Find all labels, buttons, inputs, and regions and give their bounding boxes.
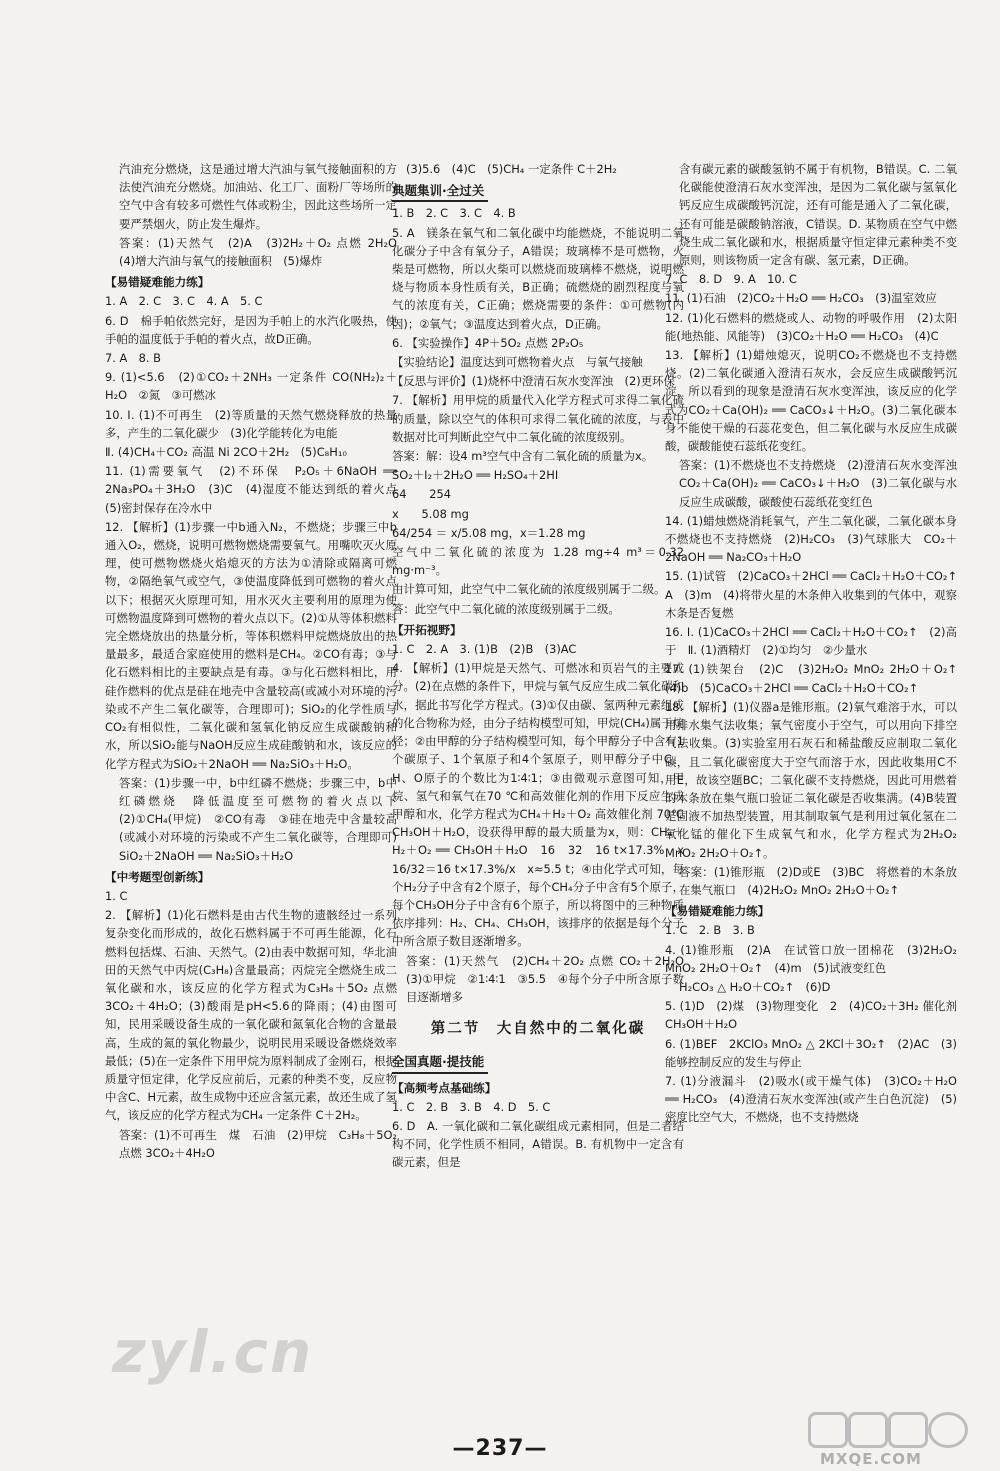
answer-paragraph: 13. 【解析】(1)蜡烛熄灭，说明CO₂不燃烧也不支持燃烧。(2)二氧化碳通入澄清石灰水，会反应生成碳酸钙沉淀，所以看到的现象是澄清石灰水变浑浊，该反应的化学式为CO₂＋Ca(OH)₂ ══ CaCO₃↓＋H₂O。(3)二氧化碳本身不能使干燥的石蕊花变色，但二氧化碳与水反应生成碳酸，碳酸能使石蕊纸花变红。 bbox=[665, 348, 957, 454]
answer-paragraph: 1. A 2. C 3. C 4. A 5. C bbox=[105, 294, 263, 309]
answer-paragraph: 6. D 棉手帕依然完好，是因为手帕上的水汽化吸热，使手帕的温度低于手帕的着火点，故D正确。 bbox=[105, 313, 397, 346]
answer-paragraph: 12. (1)化石燃料的燃烧或人、动物的呼吸作用 (2)太阳能(地热能、风能等) (3)CO₂＋H₂O ══ H₂CO₃ (4)C bbox=[665, 310, 957, 343]
answer-paragraph: 10. Ⅰ. (1)不可再生 (2)等质量的天然气燃烧释放的热量多，产生的二氧化碳少 (3)化学能转化为电能 bbox=[105, 407, 397, 440]
answer-paragraph: 1. B 2. C 3. C 4. B bbox=[392, 206, 516, 221]
answer-paragraph: 空气中二氧化硫的浓度为 1.28 mg÷4 m³＝0.32 mg·m⁻³。 bbox=[392, 545, 684, 578]
answer-paragraph: 4. 【解析】(1)甲烷是天然气、可燃冰和页岩气的主要成分。(2)在点燃的条件下，甲烷与氧气反应生成二氧化碳和水，据此书写化学方程式。(3)①仅由碳、氢两种元素组成的化合物称为烃，由分子结构模型可知，甲烷(CH₄)属于烷烃；②由甲醇的分子结构模型可知，每个甲醇分子中含有1个碳原子、1个氧原子和4个氢原子，则甲醇分子中C、H、O原子的个数比为1∶4∶1；③由微观示意图可知，甲烷、氢气和氧气在70 ℃和高效催化剂的作用下反应生成甲醇和水，化学方程式为CH₄＋H₂＋O₂ 高效催化剂 70℃ CH₃OH＋H₂O，设获得甲醇的最大质量为x，则：CH₄＋H₂＋O₂ ══ CH₃OH＋H₂O 16 32 16 t×17.3% x 16/32＝16 t×17.3%/x x≈5.5 t；④由化学式可知，每个H₂分子中含有2个原子，每个CH₄分子中含有5个原子，每个CH₃OH分子中含有6个原子，所以将图中的三种物质依序排列：H₂、CH₄、CH₃OH，该排序的依据是每个分子中所含原子数目逐渐增多。 bbox=[392, 661, 684, 949]
section-heading: 【 易错疑难能力练 】 bbox=[665, 902, 957, 920]
answer-paragraph: 1. C 2. B 3. B bbox=[665, 923, 755, 938]
answer-paragraph: 汽油充分燃烧，这是通过增大汽油与氧气接触面积的方法使汽油充分燃烧。加油站、化工厂、面粉厂等场所的空气中含有较多可燃性气体或粉尘，因此这些场所一定要严禁烟火，防止发生爆炸。 bbox=[119, 162, 397, 231]
answer-paragraph: 16. Ⅰ. (1)CaCO₃＋2HCl ══ CaCl₂＋H₂O＋CO₂↑ (2)高于 Ⅱ. (1)酒精灯 (2)①均匀 ②少量水 bbox=[665, 625, 957, 658]
section-heading: 【 易错疑难能力练 】 bbox=[105, 273, 397, 291]
answer-paragraph: 2. 【解析】(1)化石燃料是由古代生物的遗骸经过一系列复杂变化而形成的，故化石燃料属于不可再生能源，化石燃料包括煤、石油、天然气。(2)由表中数据可知，华北油田的天然气中丙烷(C₃H₈)含量最高；丙烷完全燃烧生成二氧化碳和水，该反应的化学方程式为C₃H₈＋5O₂ 点燃 3CO₂＋4H₂O；(3)酸雨是pH<5.6的降雨；(4)由图可知，民用采暖设备生成的一氧化碳和氮氧化合物的含量最高，生成的氮的氧化物最少，说明民用采暖设备燃烧效率最低；(5)在一定条件下用甲烷为原料制成了金刚石，根据质量守恒定律，化学反应前后，元素的种类不变，反应物中含C、H元素，故生成物中还应含氢元素，故还生成了氢气，该反应的化学方程式为CH₄ 一定条件 C＋2H₂。 bbox=[105, 908, 397, 1123]
column-right bbox=[665, 160, 957, 1425]
answer-paragraph: 答：此空气中二氧化硫的浓度级别属于二级。 bbox=[392, 601, 620, 616]
answer-paragraph: 4. (1)锥形瓶 (2)A 在试管口放一团棉花 (3)2H₂O₂ MnO₂ 2H₂O＋O₂↑ (4)m (5)试液变红色 bbox=[665, 942, 957, 975]
answer-paragraph: 7. A 8. B bbox=[105, 351, 161, 366]
answer-paragraph: 5. (1)D (2)煤 (3)物理变化 2 (4)CO₂＋3H₂ 催化剂 CH₃OH＋H₂O bbox=[665, 999, 957, 1032]
answer-paragraph: 17. (1)铁架台 (2)C (3)2H₂O₂ MnO₂ 2H₂O＋O₂↑ (4)b (5)CaCO₃＋2HCl ══ CaCl₂＋H₂O＋CO₂↑ bbox=[665, 662, 957, 695]
section-heading: 【 高频考点基础练 】 bbox=[392, 1079, 684, 1097]
answer-paragraph: 答案：(1)步骤一中，b中红磷不燃烧；步骤三中，b中红磷燃烧 降低温度至可燃物的着火点以下 (2)①CH₄(甲烷) ②CO有毒 ③硅在地壳中含量较高(或减小对环境的污染或不产生二氧化碳等，合理即可) SiO₂＋2NaOH ══ Na₂SiO₃＋H₂O bbox=[119, 775, 397, 863]
answer-paragraph: 9. (1)<5.6 (2)①CO₂＋2NH₃ 一定条件 CO(NH₂)₂＋H₂O ②氮 ③可燃冰 bbox=[105, 370, 397, 403]
answer-paragraph: 18. 【解析】(1)仪器a是锥形瓶。(2)氧气难溶于水，可以用排水集气法收集；氧气密度小于空气，可以用向下排空气法收集。(3)实验室用石灰石和稀盐酸反应制取二氧化碳，且二氧化碳密度大于空气而溶于水，因此收集用C不用E，故该空题BC；二氧化碳不支持燃烧，因此可用燃着的木条放在集气瓶口验证二氧化碳是否收集满。(4)B装置是固液不加热型装置，用其制取氧气是利用过氧化氢在二氧化锰的催化下生成氧气和水，化学方程式为2H₂O₂ MnO₂ 2H₂O＋O₂↑。 bbox=[665, 699, 957, 860]
answer-paragraph: 【实验结论】温度达到可燃物着火点 与氧气接触 bbox=[392, 355, 643, 370]
answer-paragraph: 【反思与评价】(1)烧杯中澄清石灰水变浑浊 (2)更环保 bbox=[392, 374, 675, 389]
section-heading: 【 中考题型创新练 】 bbox=[105, 868, 397, 886]
answer-paragraph: 由计算可知，此空气中二氧化硫的浓度级别属于二级。 bbox=[392, 582, 666, 597]
answer-paragraph: SO₂＋I₂＋2H₂O ══ H₂SO₄＋2HI bbox=[392, 468, 559, 483]
answer-paragraph: 11. (1)石油 (2)CO₂＋H₂O ══ H₂CO₃ (3)温室效应 bbox=[665, 291, 937, 306]
answer-paragraph: 15. (1)试管 (2)CaCO₃＋2HCl ══ CaCl₂＋H₂O＋CO₂↑ A (3)m (4)将带火星的木条伸入收集到的气体中，观察木条是否复燃 bbox=[665, 569, 957, 620]
watermark-left: zyl.cn bbox=[112, 1318, 314, 1386]
answer-paragraph: 7. (1)分液漏斗 (2)吸水(或干燥气体) (3)CO₂＋H₂O ══ H₂CO₃ (4)澄清石灰水变浑浊(或产生白色沉淀) (5)密度比空气大，不燃烧，也不支持燃烧 bbox=[665, 1073, 957, 1125]
answer-paragraph: 14. (1)蜡烛燃烧消耗氧气，产生二氧化碳，二氧化碳本身不燃烧也不支持燃烧 (2)H₂CO₃ (3)气球胀大 CO₂＋2NaOH ══ Na₂CO₃＋H₂O bbox=[665, 513, 957, 565]
column-left bbox=[105, 160, 397, 1425]
answer-paragraph: 64 254 bbox=[392, 487, 452, 502]
answer-paragraph: 答案：(1)天然气 (2)A (3)2H₂＋O₂ 点燃 2H₂O (4)增大汽油与氧气的接触面积 (5)爆炸 bbox=[119, 235, 397, 269]
answer-paragraph: 11. (1)需要氧气 (2)不环保 P₂O₅＋6NaOH ══ 2Na₃PO₄＋3H₂O (3)C (4)湿度不能达到纸的着火点 (5)密封保存在冷水中 bbox=[105, 464, 397, 515]
banner-heading: 全国真题·提技能 bbox=[392, 1053, 488, 1073]
page-number: —237— bbox=[452, 1436, 548, 1461]
answer-paragraph: 1. C 2. A 3. (1)B (2)B (3)AC bbox=[392, 642, 577, 657]
answer-paragraph: (3)5.6 (4)C (5)CH₄ 一定条件 C＋2H₂ bbox=[406, 162, 617, 176]
answer-paragraph: H₂CO₃ △ H₂O＋CO₂↑ (6)D bbox=[679, 979, 831, 994]
answer-paragraph: 答案：(1)不可再生 煤 石油 (2)甲烷 C₃H₈＋5O₂ 点燃 3CO₂＋4H₂O bbox=[119, 1127, 397, 1160]
answer-paragraph: 1. C bbox=[105, 888, 128, 903]
answer-paragraph: 12. 【解析】(1)步骤一中b通入N₂，不燃烧；步骤三中b通入O₂，燃烧，说明可燃物燃烧需要氧气。用嘴吹灭火原理，使可燃物燃烧火焰熄灭的方法为①清除或隔离可燃物，②隔绝氧气或空气，③使温度降低到可燃物的着火点以下；根据灭火原理可知，用水灭火主要利用的原理为使可燃物温度降到可燃物的着火点以下。(2)①从等体积燃料完全燃烧放出的热量分析，等体积燃料甲烷燃烧放出的热量最多，最适合家庭使用的燃料是CH₄。②CO有毒；③与化石燃料相比的主要缺点是有毒。③与化石燃料相比，用硅作燃料的优点是硅在地壳中含量较高(或减小对环境的污染或不产生二氧化碳等，合理即可)；SiO₂的化学性质与CO₂有相似性，二氧化碳和氢氧化钠反应生成碳酸钠和水，所以SiO₂能与NaOH反应生成硅酸钠和水，该反应的化学方程式为SiO₂＋2NaOH ══ Na₂SiO₃＋H₂O。 bbox=[105, 519, 397, 771]
answer-paragraph: 答案：(1)天然气 (2)CH₄＋2O₂ 点燃 CO₂＋2H₂O (3)①甲烷 ②1∶4∶1 ③5.5 ④每个分子中所含原子数目逐渐增多 bbox=[406, 953, 684, 1004]
answer-paragraph: 答案：(1)锥形瓶 (2)D或E (3)BC 将燃着的木条放在集气瓶口 (4)2H₂O₂ MnO₂ 2H₂O＋O₂↑ bbox=[679, 864, 957, 897]
answer-paragraph: 答案：解：设4 m³空气中含有二氧化硫的质量为x。 bbox=[392, 449, 654, 464]
chapter-title: 第二节 大自然中的二氧化碳 bbox=[430, 1021, 646, 1038]
banner-heading: 典题集训·全过关 bbox=[392, 182, 488, 202]
answer-paragraph: 7. C 8. D 9. A 10. C bbox=[665, 272, 797, 287]
answer-paragraph: 答案：(1)不燃烧也不支持燃烧 (2)澄清石灰水变浑浊 CO₂＋Ca(OH)₂ ══ CaCO₃↓＋H₂O (3)二氧化碳与水反应生成碳酸，碳酸使石蕊纸花变红色 bbox=[679, 458, 957, 509]
answer-paragraph: 64/254 ＝ x/5.08 mg，x＝1.28 mg bbox=[392, 525, 586, 540]
answer-paragraph: 1. C 2. B 3. B 4. D 5. C bbox=[392, 1099, 551, 1114]
answer-paragraph: 7. 【解析】用甲烷的质量代入化学方程式可求得二氧化硫的质量，除以空气的体积可求得二氧化硫的浓度，与表中数据对比可判断此空气中二氧化硫的浓度级别。 bbox=[392, 393, 684, 444]
answer-paragraph: 6. 【实验操作】4P＋5O₂ 点燃 2P₂O₅ bbox=[392, 335, 584, 350]
answer-paragraph: 5. A 镁条在氧气和二氧化碳中均能燃烧，不能说明二氧化碳分子中含有氧分子，A错误；玻璃棒不是可燃物，火柴是可燃物，所以火柴可以燃烧而玻璃棒不燃烧，说明燃烧与物质本身性质有关，B正确；硫燃烧的剧烈程度与氧气的浓度有关，C正确；燃烧需要的条件：①可燃物(内因)；②氧气；③温度达到着火点，D正确。 bbox=[392, 225, 684, 331]
section-heading: 【 开拓视野 】 bbox=[392, 621, 684, 639]
answer-paragraph: 6. D A. 一氧化碳和二氧化碳组成元素相同，但是二者结构不同，化学性质不相同，A错误。B. 有机物中一定含有碳元素，但是 bbox=[392, 1118, 684, 1170]
watermark-right-text: MXQE.COM bbox=[820, 1450, 922, 1468]
answer-paragraph: x 5.08 mg bbox=[392, 506, 469, 521]
answer-paragraph: Ⅱ. (4)CH₄＋CO₂ 高温 Ni 2CO＋2H₂ (5)C₈H₁₀ bbox=[105, 445, 347, 460]
column-middle bbox=[392, 160, 684, 1425]
answer-paragraph: 6. (1)BEF 2KClO₃ MnO₂ △ 2KCl＋3O₂↑ (2)AC (3)能够控制反应的发生与停止 bbox=[665, 1036, 957, 1069]
answer-paragraph: 含有碳元素的碳酸氢钠不属于有机物，B错误。C. 二氧化碳能使澄清石灰水变浑浊，是因为二氧化碳与氢氧化钙反应生成碳酸钙沉淀，还有可能是通入了二氧化碳，还有可能是碳酸钠溶液，C错误。D. 某物质在空气中燃烧生成二氧化碳和水，根据质量守恒定律元素种类不变原则，则该物质一定含有碳、氢元素，D正确。 bbox=[679, 162, 957, 268]
